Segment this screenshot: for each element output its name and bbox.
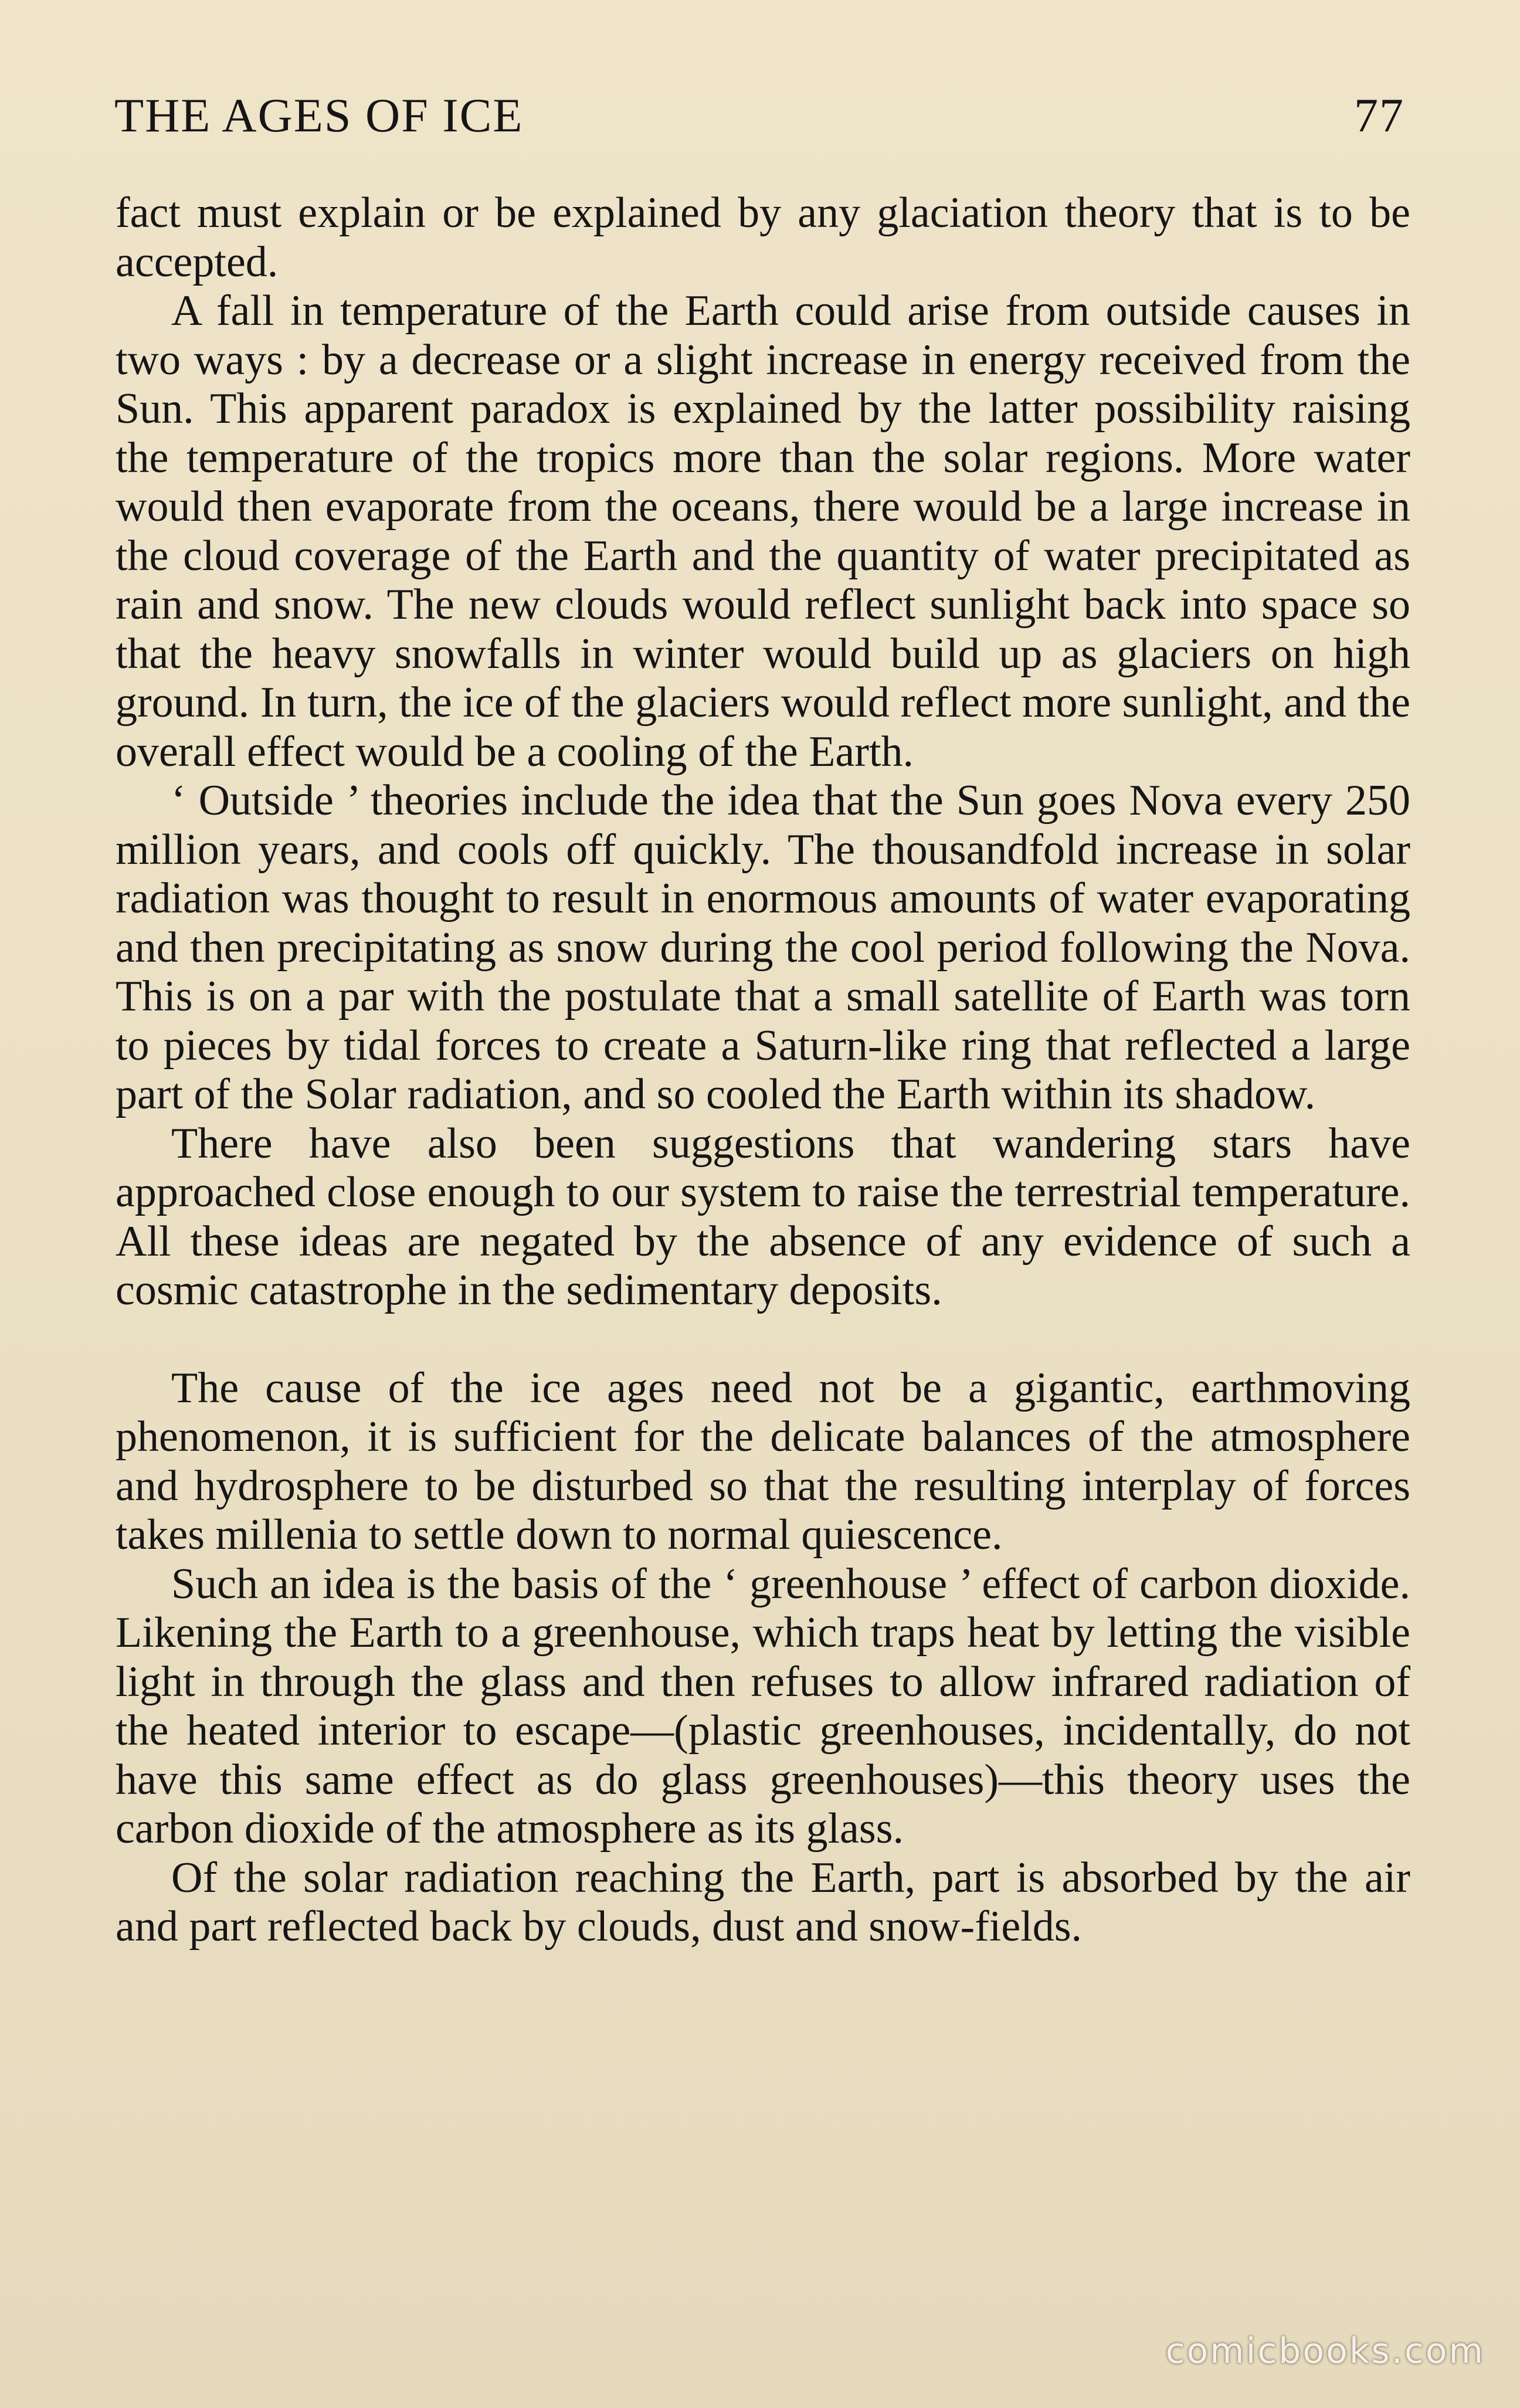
- running-head: [114, 88, 1404, 152]
- paragraph-greenhouse-effect: Such an idea is the basis of the ‘ greenhouse ’ effect of carbon dioxide. Likening the Earth to a greenhouse, which traps heat by letting the visible light in through the glass and then refuses to allow infrared radiation of the heated interior to escape—(plastic greenhouses, incidentally, do not have this same effect as do glass greenhouses)—this theory uses the carbon dioxide of the atmosphere as its glass.: [116, 1559, 1410, 1853]
- paragraph-solar-radiation: Of the solar radiation reaching the Earth, part is absorbed by the air and part reflected back by clouds, dust and snow-fields.: [116, 1853, 1410, 1951]
- paragraph-cause-of-ice-ages: The cause of the ice ages need not be a gigantic, earthmoving phenomenon, it is sufficient for the delicate balances of the atmosphere and hydrosphere to be disturbed so that the resulting interplay of forces takes millenia to settle down to normal quiescence.: [116, 1364, 1410, 1559]
- watermark: comicbooks.com: [1165, 2331, 1485, 2372]
- paragraph-outside-theories: ‘ Outside ’ theories include the idea that the Sun goes Nova every 250 million years, and cools off quickly. The thousandfold increase in solar radiation was thought to result in enormous amounts of water evaporating and then precipitating as snow during the cool period following the Nova. This is on a par with the postulate that a small satellite of Earth was torn to pieces by tidal forces to create a Saturn-like ring that reflected a large part of the Solar radiation, and so cooled the Earth within its shadow.: [116, 776, 1410, 1118]
- chapter-title: THE AGES OF ICE: [114, 89, 524, 142]
- paragraph-temperature-fall: A fall in temperature of the Earth could arise from outside causes in two ways : by a decrease or a slight increase in energy received from the Sun. This apparent paradox is explained by the latter possibility raising the temperature of the tropics more than the solar regions. More water would then evaporate from the oceans, there would be a large increase in the cloud coverage of the Earth and the quantity of water precipitated as rain and snow. The new clouds would reflect sunlight back into space so that the heavy snowfalls in winter would build up as glaciers on high ground. In turn, the ice of the glaciers would reflect more sunlight, and the overall effect would be a cooling of the Earth.: [116, 287, 1410, 776]
- body-text: [116, 189, 1410, 1952]
- paragraph-continuation: fact must explain or be explained by any glaciation theory that is to be accepted.: [116, 189, 1410, 286]
- paragraph-wandering-stars: There have also been suggestions that wandering stars have approached close enough to our system to raise the terrestrial temperature. All these ideas are negated by the absence of any evidence of such a cosmic catastrophe in the sedimentary deposits.: [116, 1119, 1410, 1314]
- page-number: 77: [1354, 89, 1404, 142]
